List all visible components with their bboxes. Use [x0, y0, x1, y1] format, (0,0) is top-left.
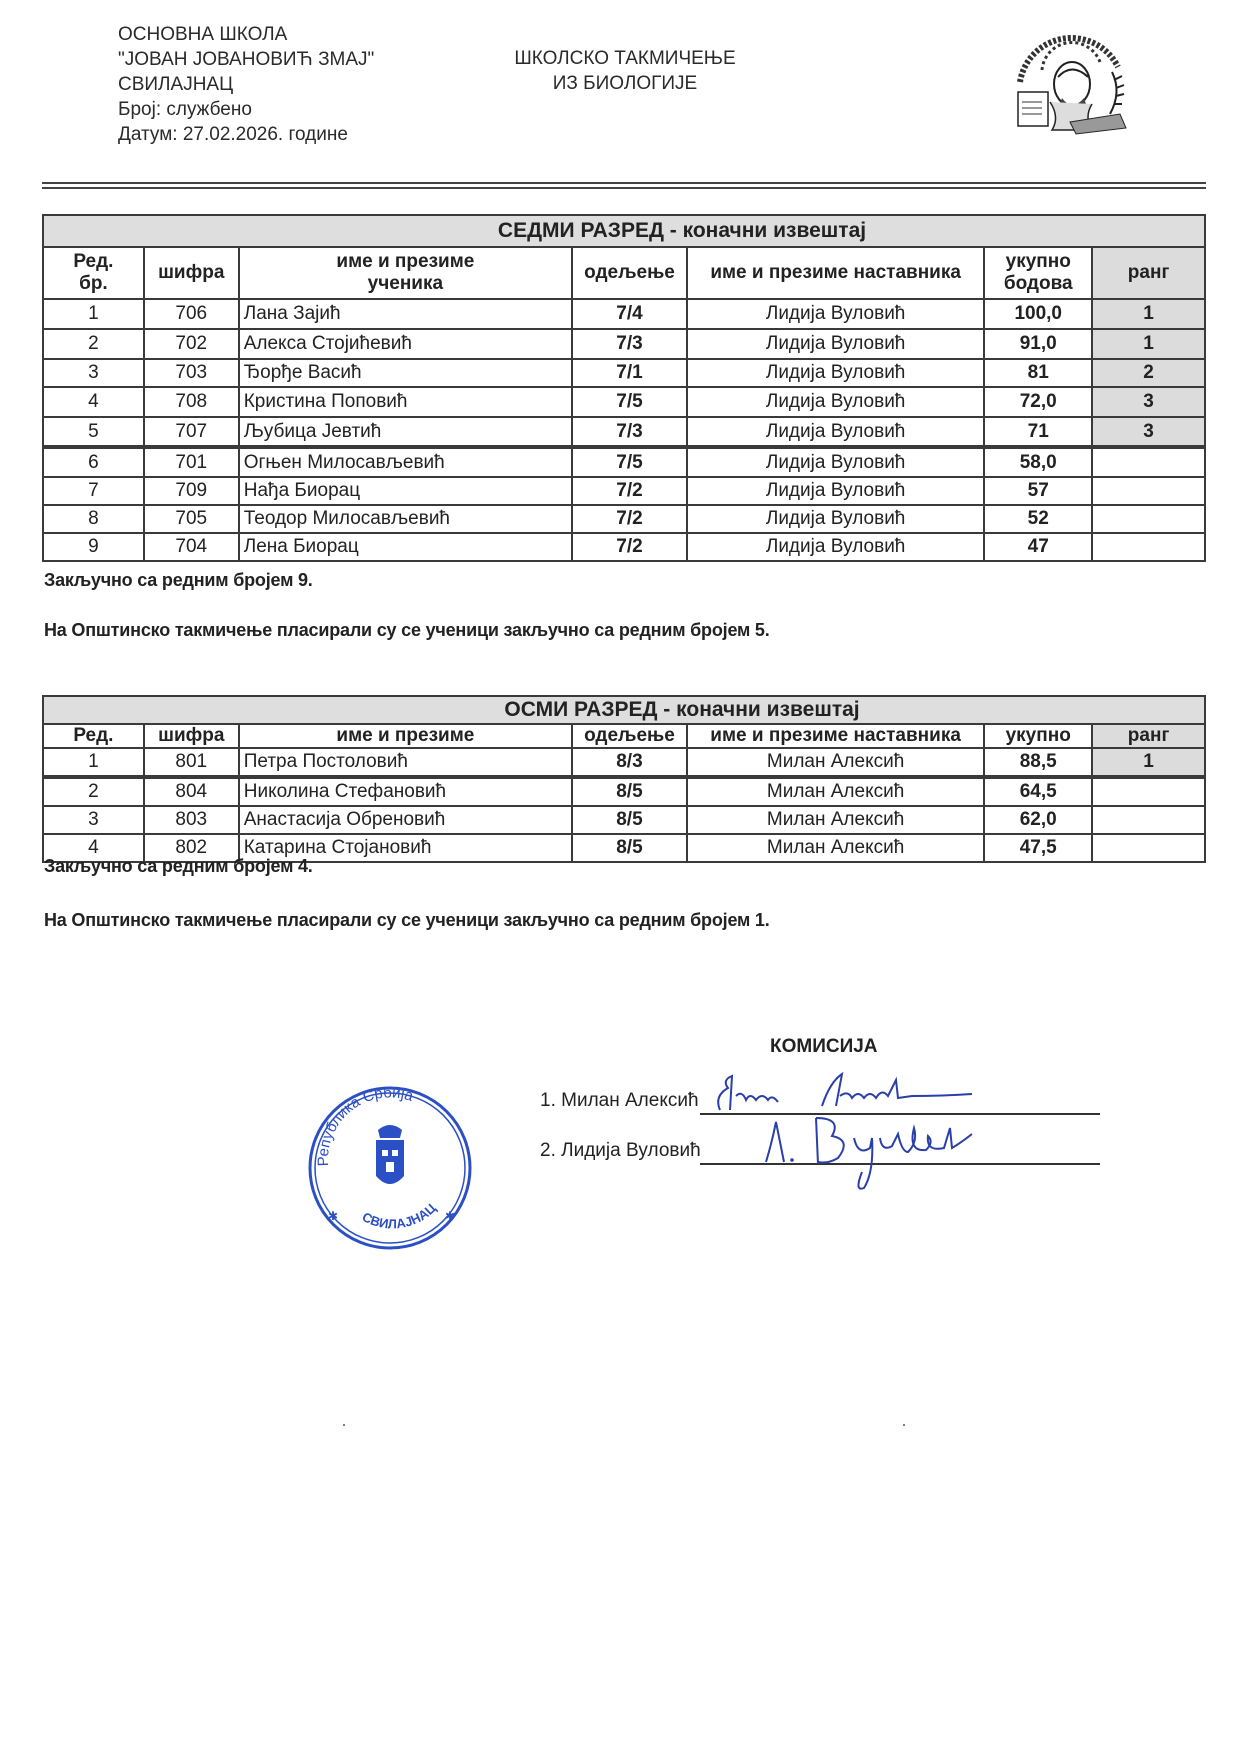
row-number: 7: [43, 477, 144, 505]
student-name: Лена Биорац: [239, 533, 572, 561]
document-number: Број: службено: [118, 99, 252, 120]
table-row: [43, 329, 1205, 359]
row-number: 6: [43, 447, 144, 477]
row-number: 9: [43, 533, 144, 561]
student-class: 7/5: [572, 447, 687, 477]
table-row: [43, 359, 1205, 387]
column-header-number: Ред. бр.: [43, 247, 144, 299]
grade7-qualified-note: На Општинско такмичење пласирали су се ученици закључно са редним бројем 5.: [44, 620, 770, 640]
rank: [1092, 533, 1205, 561]
student-name: Петра Постоловић: [239, 748, 572, 777]
rank: [1092, 477, 1205, 505]
student-name: Љубица Јевтић: [239, 417, 572, 447]
commission-title: КОМИСИЈА: [770, 1036, 878, 1057]
scan-speck: [343, 1424, 345, 1426]
total-points: 71: [984, 417, 1092, 447]
column-header-teacher: име и презиме наставника: [687, 247, 984, 299]
column-header-code: шифра: [144, 247, 239, 299]
table-row: [43, 417, 1205, 447]
total-points: 100,0: [984, 299, 1092, 329]
total-points: 58,0: [984, 447, 1092, 477]
svg-text:СВИЛАЈНАЦ: СВИЛАЈНАЦ: [359, 1200, 439, 1232]
competition-title-line-2: ИЗ БИОЛОГИЈЕ: [552, 73, 698, 94]
total-points: 72,0: [984, 387, 1092, 417]
grade8-concluded-note: Закључно са редним бројем 4.: [44, 856, 313, 876]
student-code: 707: [144, 417, 239, 447]
student-code: 706: [144, 299, 239, 329]
svg-text:Република Србија: Република Србија: [314, 1084, 416, 1167]
table-row: [43, 777, 1205, 806]
teacher-name: Лидија Вуловић: [687, 329, 984, 359]
grade7-concluded-note: Закључно са редним бројем 9.: [44, 570, 313, 590]
school-header: [118, 22, 374, 147]
document-date: Датум: 27.02.2026. године: [118, 124, 348, 145]
row-number: 4: [43, 387, 144, 417]
grade8-table-title: ОСМИ РАЗРЕД - коначни извештај: [43, 696, 1205, 724]
teacher-name: Лидија Вуловић: [687, 447, 984, 477]
column-header-student-name: име и презиме: [239, 724, 572, 748]
rank: 1: [1092, 748, 1205, 777]
student-class: 7/2: [572, 533, 687, 561]
column-header-rank: ранг: [1092, 724, 1205, 748]
rank: 3: [1092, 417, 1205, 447]
student-class: 7/5: [572, 387, 687, 417]
student-code: 801: [144, 748, 239, 777]
student-class: 8/5: [572, 834, 687, 862]
grade8-results-table: [42, 695, 1206, 863]
row-number: 3: [43, 806, 144, 834]
rank: [1092, 834, 1205, 862]
svg-text:✱: ✱: [445, 1209, 456, 1223]
school-line-1: ОСНОВНА ШКОЛА: [118, 24, 288, 45]
scan-speck: [903, 1424, 905, 1426]
table-row: [43, 806, 1205, 834]
table-row: [43, 748, 1205, 777]
student-name: Николина Стефановић: [239, 777, 572, 806]
header-rule-bottom: [42, 187, 1206, 189]
rank: 3: [1092, 387, 1205, 417]
grade7-results-table: [42, 214, 1206, 562]
table-row: [43, 447, 1205, 477]
total-points: 64,5: [984, 777, 1092, 806]
student-code: 803: [144, 806, 239, 834]
total-points: 52: [984, 505, 1092, 533]
commission-member-1: 1. Милан Алексић: [540, 1090, 699, 1111]
column-header-points: укупно бодова: [984, 247, 1092, 299]
column-header-number: Ред.: [43, 724, 144, 748]
column-header-class: одељење: [572, 247, 687, 299]
row-number: 1: [43, 748, 144, 777]
competition-title-line-1: ШКОЛСКО ТАКМИЧЕЊЕ: [514, 48, 736, 69]
rank: 1: [1092, 299, 1205, 329]
teacher-name: Лидија Вуловић: [687, 417, 984, 447]
student-class: 8/5: [572, 806, 687, 834]
table-row: [43, 387, 1205, 417]
student-code: 708: [144, 387, 239, 417]
teacher-name: Лидија Вуловић: [687, 533, 984, 561]
row-number: 5: [43, 417, 144, 447]
total-points: 47,5: [984, 834, 1092, 862]
total-points: 57: [984, 477, 1092, 505]
student-name: Кристина Поповић: [239, 387, 572, 417]
row-number: 4: [43, 834, 144, 862]
student-code: 705: [144, 505, 239, 533]
school-line-3: СВИЛАЈНАЦ: [118, 74, 234, 95]
svg-text:✱: ✱: [328, 1209, 339, 1223]
row-number: 3: [43, 359, 144, 387]
rank: [1092, 806, 1205, 834]
teacher-name: Лидија Вуловић: [687, 299, 984, 329]
competition-title: [480, 46, 770, 96]
student-class: 7/2: [572, 505, 687, 533]
student-code: 701: [144, 447, 239, 477]
student-code: 703: [144, 359, 239, 387]
signature-2-icon: [758, 1112, 1018, 1199]
rank: [1092, 777, 1205, 806]
total-points: 88,5: [984, 748, 1092, 777]
student-name: Нађа Биорац: [239, 477, 572, 505]
student-name: Анастасија Обреновић: [239, 806, 572, 834]
student-code: 702: [144, 329, 239, 359]
student-code: 709: [144, 477, 239, 505]
student-name: Огњен Милосављевић: [239, 447, 572, 477]
student-class: 7/4: [572, 299, 687, 329]
student-code: 802: [144, 834, 239, 862]
table-row: [43, 299, 1205, 329]
total-points: 81: [984, 359, 1092, 387]
student-name: Алекса Стојићевић: [239, 329, 572, 359]
teacher-name: Лидија Вуловић: [687, 387, 984, 417]
rank: 2: [1092, 359, 1205, 387]
column-header-rank: ранг: [1092, 247, 1205, 299]
grade8-qualified-note: На Општинско такмичење пласирали су се ученици закључно са редним бројем 1.: [44, 910, 770, 930]
row-number: 2: [43, 329, 144, 359]
rank: [1092, 505, 1205, 533]
header-rule-top: [42, 182, 1206, 184]
row-number: 2: [43, 777, 144, 806]
student-code: 804: [144, 777, 239, 806]
column-header-points: укупно: [984, 724, 1092, 748]
student-name: Теодор Милосављевић: [239, 505, 572, 533]
column-header-student-name: име и презиме ученика: [239, 247, 572, 299]
student-class: 8/3: [572, 748, 687, 777]
column-header-teacher: име и презиме наставника: [687, 724, 984, 748]
school-logo-portrait-icon: [1000, 22, 1140, 140]
row-number: 8: [43, 505, 144, 533]
table-row: [43, 477, 1205, 505]
student-name: Катарина Стојановић: [239, 834, 572, 862]
teacher-name: Лидија Вуловић: [687, 505, 984, 533]
column-header-code: шифра: [144, 724, 239, 748]
student-code: 704: [144, 533, 239, 561]
total-points: 62,0: [984, 806, 1092, 834]
table-row: [43, 505, 1205, 533]
student-name: Ђорђе Васић: [239, 359, 572, 387]
teacher-name: Милан Алексић: [687, 834, 984, 862]
student-class: 7/2: [572, 477, 687, 505]
teacher-name: Милан Алексић: [687, 777, 984, 806]
row-number: 1: [43, 299, 144, 329]
teacher-name: Лидија Вуловић: [687, 359, 984, 387]
official-stamp-icon: [300, 1080, 480, 1255]
column-header-class: одељење: [572, 724, 687, 748]
total-points: 91,0: [984, 329, 1092, 359]
student-class: 7/3: [572, 329, 687, 359]
teacher-name: Милан Алексић: [687, 748, 984, 777]
student-name: Лана Зајић: [239, 299, 572, 329]
school-line-2: "ЈОВАН ЈОВАНОВИЋ ЗМАЈ": [118, 49, 375, 70]
rank: [1092, 447, 1205, 477]
commission-member-2: 2. Лидија Вуловић: [540, 1140, 701, 1161]
total-points: 47: [984, 533, 1092, 561]
teacher-name: Милан Алексић: [687, 806, 984, 834]
student-class: 8/5: [572, 777, 687, 806]
grade7-table-title: СЕДМИ РАЗРЕД - коначни извештај: [43, 215, 1205, 247]
rank: 1: [1092, 329, 1205, 359]
student-class: 7/3: [572, 417, 687, 447]
table-row: [43, 533, 1205, 561]
student-class: 7/1: [572, 359, 687, 387]
teacher-name: Лидија Вуловић: [687, 477, 984, 505]
